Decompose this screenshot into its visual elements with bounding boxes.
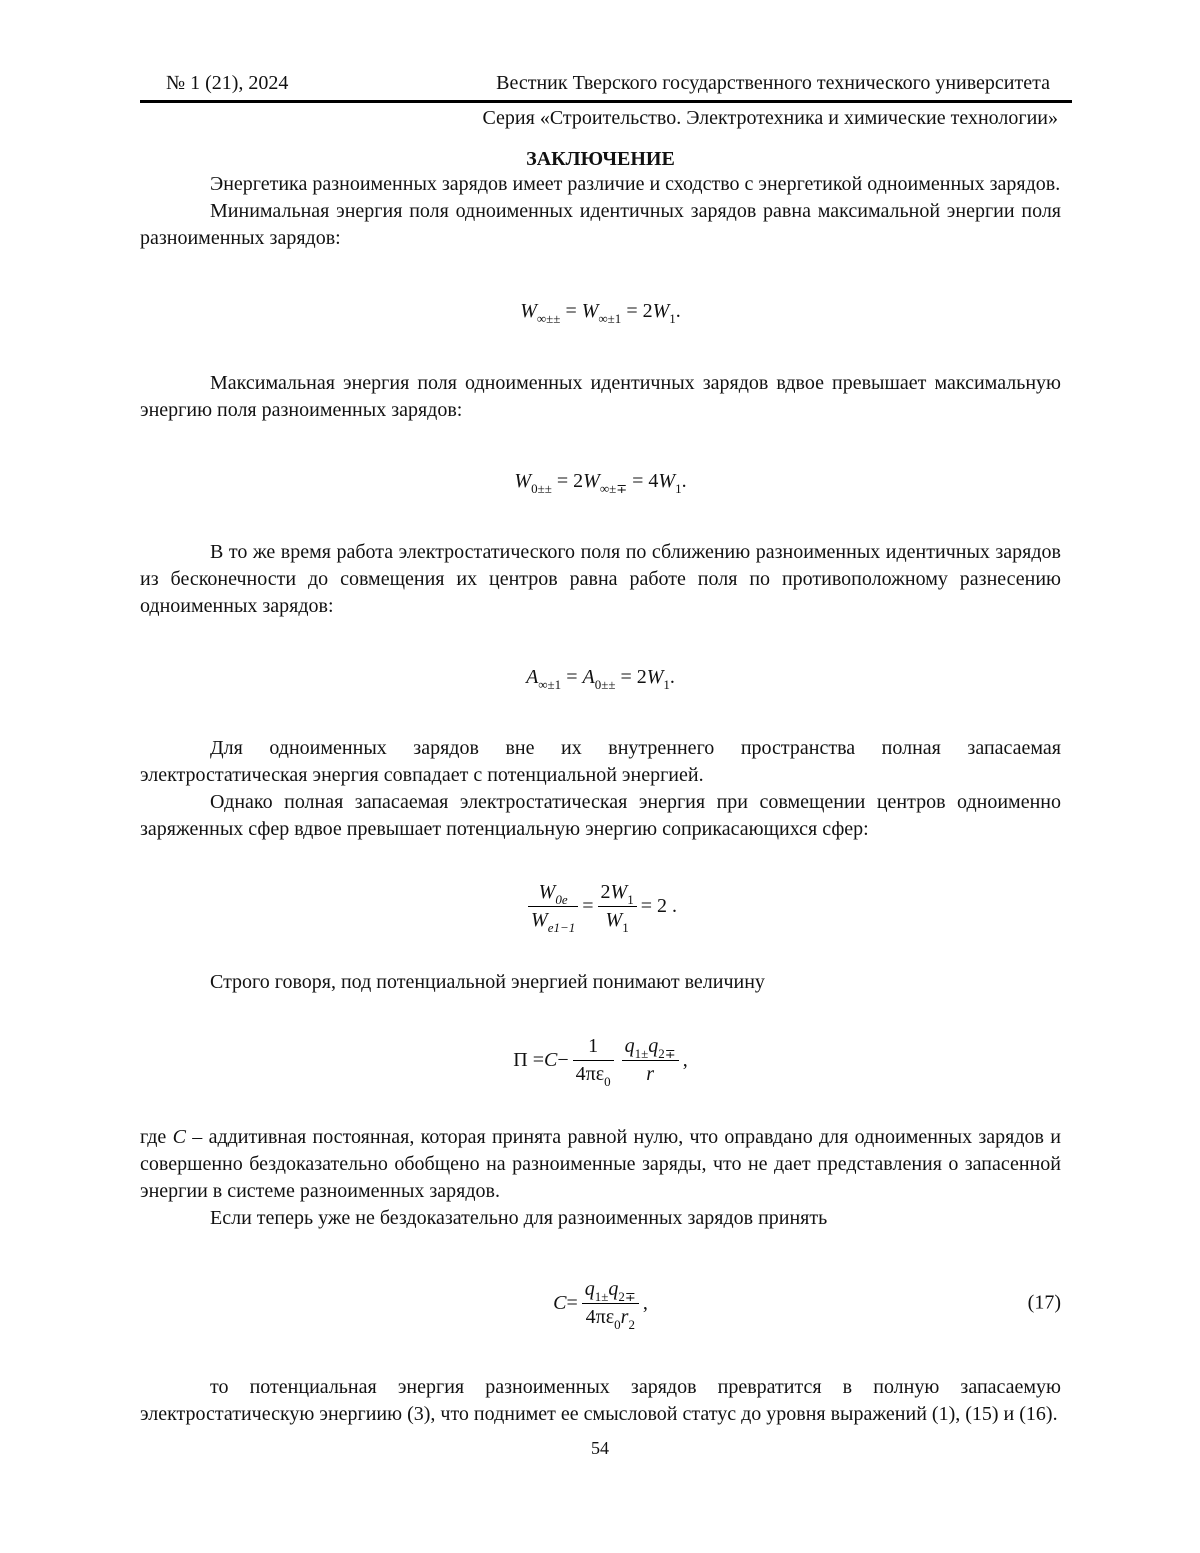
- paragraph-6: Однако полная запасаемая электростатическая энергия при совмещении центров одноименно заряженных сфер вдвое превышает потенциальную энергию соприкасающихся сфер:: [140, 789, 1061, 843]
- equation-number: (17): [1028, 1292, 1061, 1315]
- paragraph-3: Максимальная энергия поля одноименных идентичных зарядов вдвое превышает максимальную энергию поля разноименных зарядов:: [140, 370, 1061, 424]
- page: [140, 70, 1061, 1428]
- formula-3: A∞±1 = A0±± = 2W1.: [140, 620, 1061, 735]
- header-rule: [140, 100, 1072, 103]
- running-header: [140, 70, 1061, 100]
- formula-2: W0±± = 2W∞±∓ = 4W1.: [140, 424, 1061, 539]
- formula-4: W0e We1−1 = 2W1 W1 = 2 .: [140, 843, 1061, 969]
- paragraph-9: Если теперь уже не бездоказательно для разноименных зарядов принять: [140, 1205, 1061, 1232]
- paragraph-8: где C – аддитивная постоянная, которая принята равной нулю, что оправдано для одноименных зарядов и совершенно бездоказательно обобщено на разноименные заряды, что не дает представления о запасенной энергии в системе разноименных зарядов.: [140, 1124, 1061, 1205]
- journal-title: Вестник Тверского государственного технического университета: [496, 72, 1050, 95]
- formula-5: Π = C − 1 4πε0 q1±q2∓ r ,: [140, 996, 1061, 1124]
- paragraph-2: Минимальная энергия поля одноименных идентичных зарядов равна максимальной энергии поля разноименных зарядов:: [140, 198, 1061, 252]
- paragraph-1: Энергетика разноименных зарядов имеет различие и сходство с энергетикой одноименных зарядов.: [140, 171, 1061, 198]
- issue-number: № 1 (21), 2024: [166, 72, 288, 95]
- paragraph-7: Строго говоря, под потенциальной энергией понимают величину: [140, 969, 1061, 996]
- page-number: 54: [0, 1438, 1200, 1459]
- paragraph-10: то потенциальная энергия разноименных зарядов превратится в полную запасаемую электростатическую энергиию (3), что поднимет ее смысловой статус до уровня выражений (1), (15) и (16).: [140, 1374, 1061, 1428]
- formula-1: W∞±± = W∞±1 = 2W1.: [140, 252, 1061, 370]
- journal-series: Серия «Строительство. Электротехника и химические технологии»: [140, 107, 1058, 130]
- formula-6: C = q1±q2∓ 4πε0r2 , (17): [140, 1232, 1061, 1374]
- paragraph-4: В то же время работа электростатического поля по сближению разноименных идентичных зарядов из бесконечности до совмещения их центров равна работе поля по противоположному разнесению одноименных зарядов:: [140, 539, 1061, 620]
- paragraph-5: Для одноименных зарядов вне их внутреннего пространства полная запасаемая электростатическая энергия совпадает с потенциальной энергией.: [140, 735, 1061, 789]
- section-title: ЗАКЛЮЧЕНИЕ: [140, 148, 1061, 171]
